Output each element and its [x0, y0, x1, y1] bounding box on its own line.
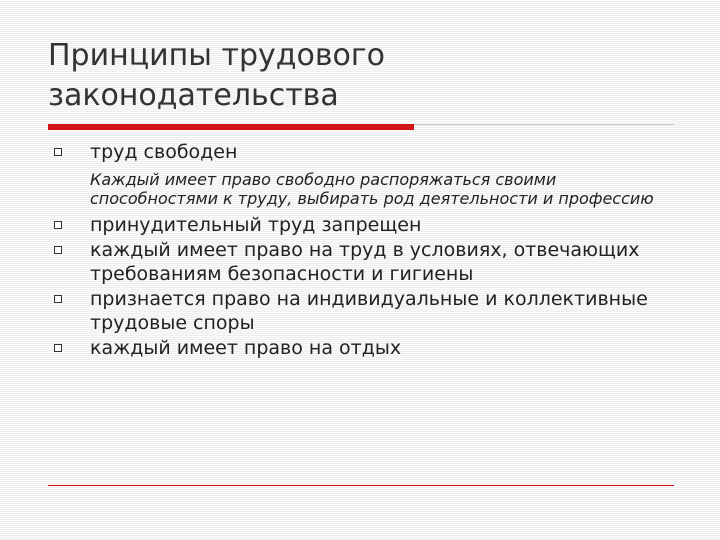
bullet-subtext: Каждый имеет право свободно распоряжаться своими способностями к труду, выбирать род деятельности и профессию — [90, 170, 654, 208]
bullet-text: каждый имеет право на отдых — [90, 337, 402, 359]
hollow-square-icon — [54, 221, 62, 229]
bullet-text: принудительный труд запрещен — [90, 214, 422, 236]
bullet-text: каждый имеет право на труд в условиях, отвечающих требованиям безопасности и гигиены — [90, 239, 640, 285]
bullet-item — [54, 287, 674, 335]
hollow-square-icon — [54, 148, 62, 156]
hollow-square-icon — [54, 295, 62, 303]
slide-title: Принципы трудового законодательства — [48, 38, 385, 113]
bullet-list — [54, 140, 674, 360]
bullet-item — [54, 336, 674, 360]
bullet-text: признается право на индивидуальные и коллективные трудовые споры — [90, 288, 648, 334]
bullet-text: труд свободен — [90, 141, 238, 163]
footer-divider — [48, 485, 674, 486]
bullet-item — [54, 140, 674, 208]
bullet-item — [54, 238, 674, 286]
bullet-item — [54, 213, 674, 237]
title-accent-bar — [48, 124, 414, 130]
hollow-square-icon — [54, 344, 62, 352]
hollow-square-icon — [54, 246, 62, 254]
